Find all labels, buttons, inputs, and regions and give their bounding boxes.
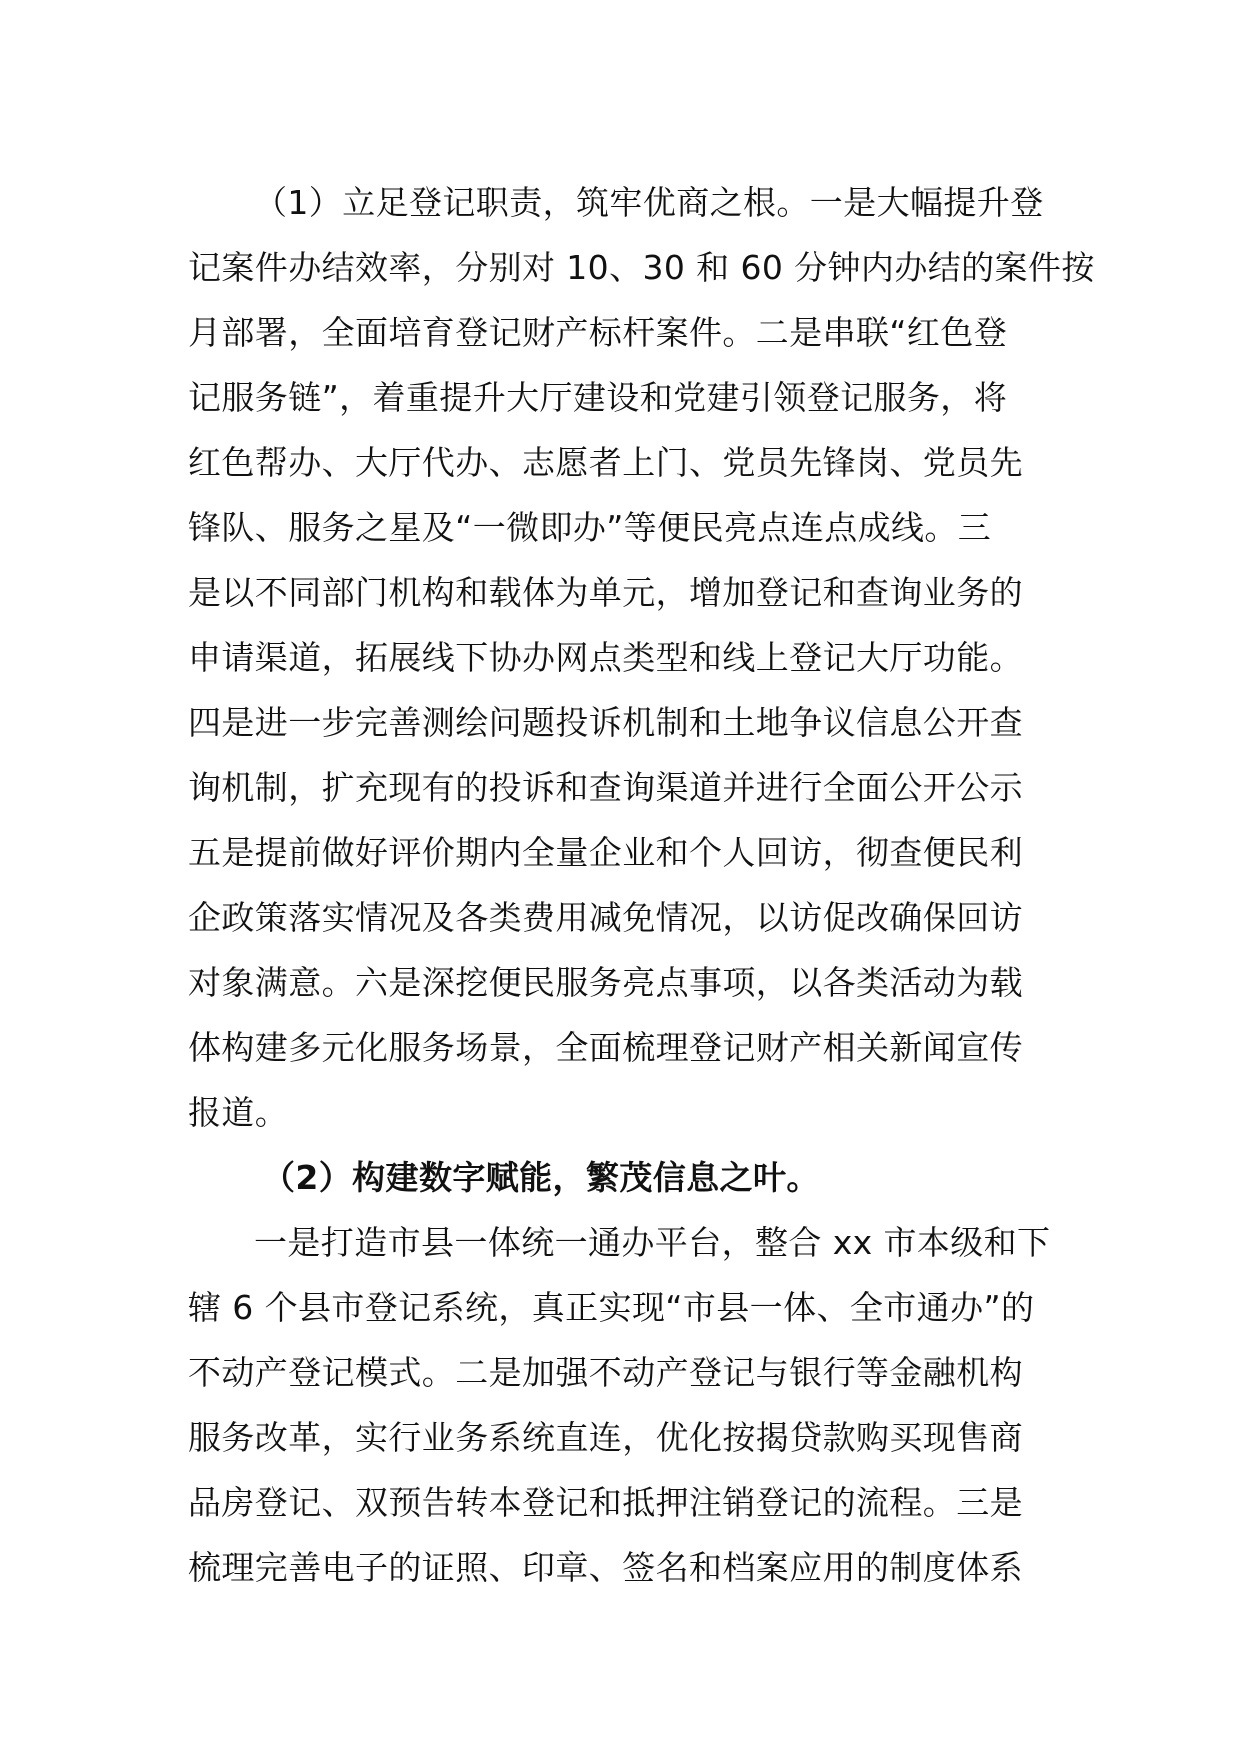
document-body [188, 170, 1095, 1600]
paragraph-1-line-10: 询机制，扩充现有的投诉和查询渠道并进行全面公开公示 [188, 768, 1023, 807]
paragraph-2-line-1: 一是打造市县一体统一通办平台，整合 xx 市本级和下 [254, 1223, 1051, 1262]
paragraph-1-line-6: 锋队、服务之星及“一微即办”等便民亮点连点成线。三 [188, 508, 992, 547]
paragraph-1-line-2: 记案件办结效率，分别对 10、30 和 60 分钟内办结的案件按 [188, 248, 1095, 287]
paragraph-1-line-3: 月部署，全面培育登记财产标杆案件。二是串联“红色登 [188, 313, 1008, 352]
paragraph-1-line-9: 四是进一步完善测绘问题投诉机制和土地争议信息公开查 [188, 703, 1023, 742]
paragraph-1-line-15: 报道。 [188, 1093, 289, 1132]
section-heading-2: （2）构建数字赋能，繁茂信息之叶。 [262, 1158, 820, 1197]
paragraph-1-line-12: 企政策落实情况及各类费用减免情况，以访促改确保回访 [188, 898, 1023, 937]
paragraph-1-line-1: （1）立足登记职责，筑牢优商之根。一是大幅提升登 [254, 183, 1044, 222]
paragraph-2-line-4: 服务改革，实行业务系统直连，优化按揭贷款购买现售商 [188, 1418, 1023, 1457]
paragraph-1-line-11: 五是提前做好评价期内全量企业和个人回访，彻查便民利 [188, 833, 1023, 872]
paragraph-1-line-4: 记服务链”，着重提升大厅建设和党建引领登记服务，将 [188, 378, 1008, 417]
paragraph-2-line-3: 不动产登记模式。二是加强不动产登记与银行等金融机构 [188, 1353, 1023, 1392]
paragraph-2-line-6: 梳理完善电子的证照、印章、签名和档案应用的制度体系 [188, 1548, 1023, 1587]
paragraph-2-line-2: 辖 6 个县市登记系统，真正实现“市县一体、全市通办”的 [188, 1288, 1035, 1327]
paragraph-1-line-7: 是以不同部门机构和载体为单元，增加登记和查询业务的 [188, 573, 1023, 612]
paragraph-1-line-5: 红色帮办、大厅代办、志愿者上门、党员先锋岗、党员先 [188, 443, 1023, 482]
paragraph-2-line-5: 品房登记、双预告转本登记和抵押注销登记的流程。三是 [188, 1483, 1023, 1522]
paragraph-1-line-14: 体构建多元化服务场景，全面梳理登记财产相关新闻宣传 [188, 1028, 1023, 1067]
paragraph-1-line-13: 对象满意。六是深挖便民服务亮点事项，以各类活动为载 [188, 963, 1023, 1002]
paragraph-1-line-8: 申请渠道，拓展线下协办网点类型和线上登记大厅功能。 [188, 638, 1023, 677]
